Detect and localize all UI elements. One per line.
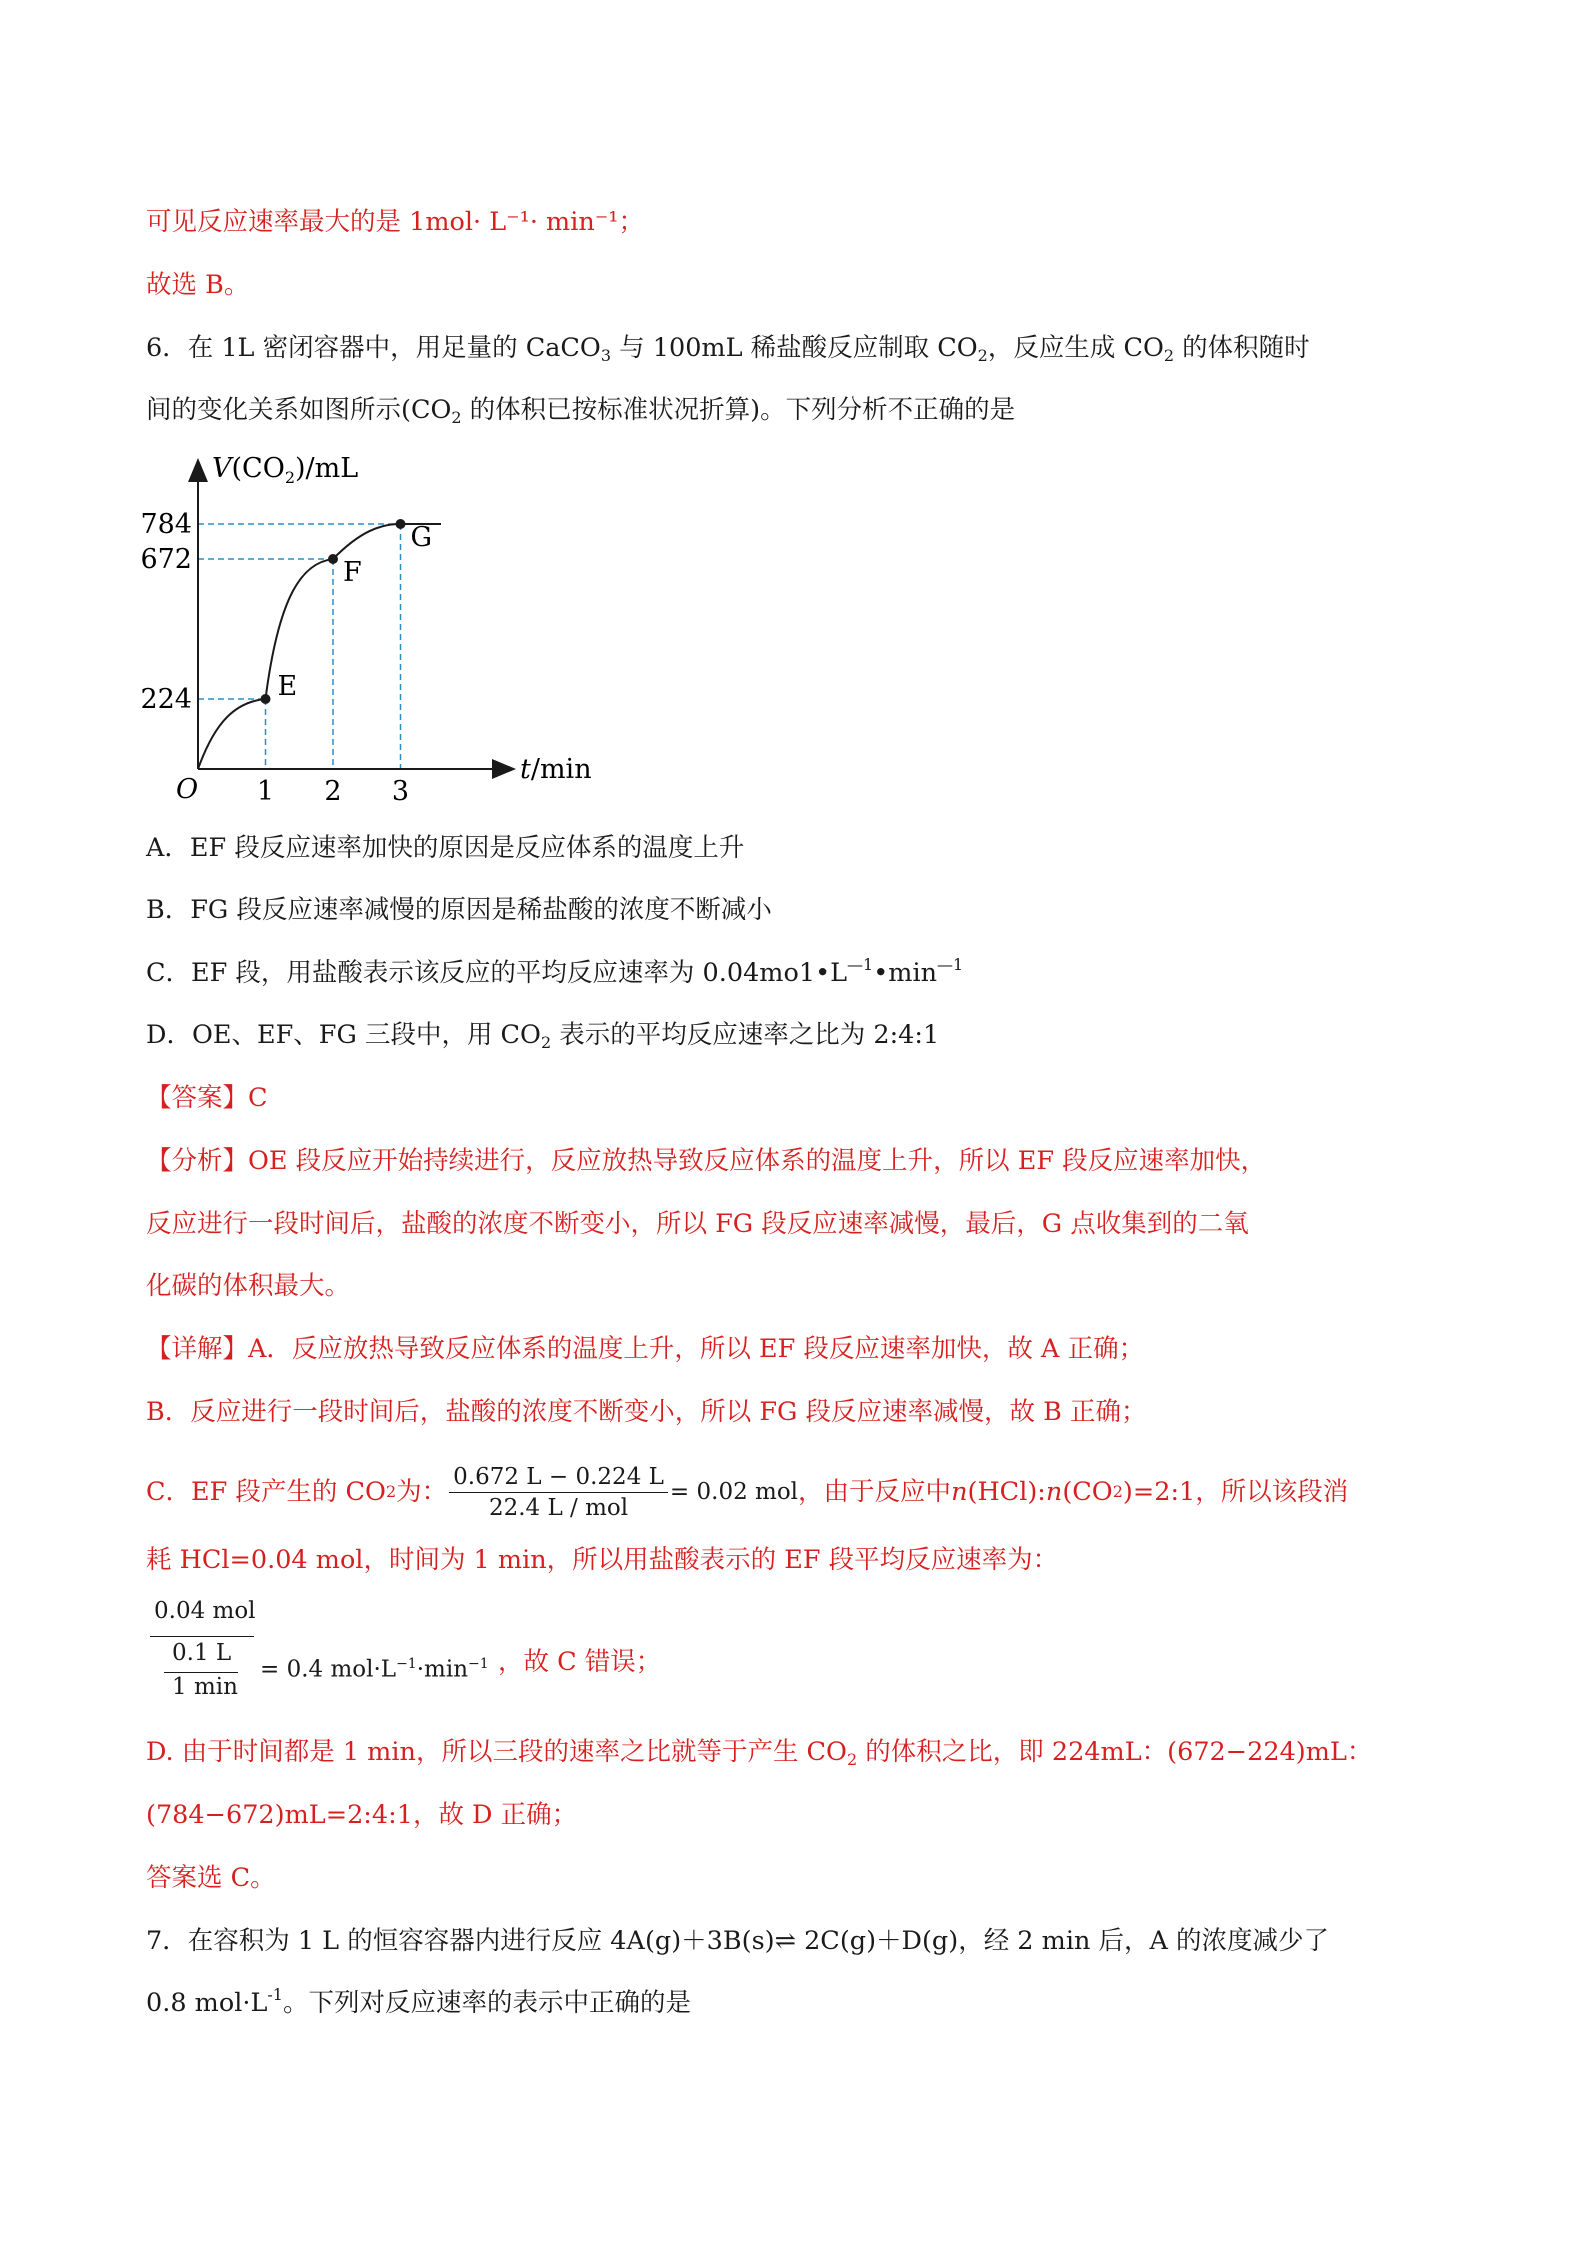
q6-detail-b: B．反应进行一段时间后，盐酸的浓度不断变小，所以 FG 段反应速率减慢，故 B 正确； — [146, 1397, 1147, 1427]
q6-detail-c-line-2: 耗 HCl=0.04 mol，时间为 1 min，所以用盐酸表示的 EF 段平均反应速率为： — [146, 1545, 1059, 1575]
q6-analysis-line-3: 化碳的体积最大。 — [146, 1271, 351, 1301]
q7-stem-line-1: 7．在容积为 1 L 的恒容容器内进行反应 4A(g)＋3B(s)⇌ 2C(g)＋D(g)，经 2 min 后，A 的浓度减少了 — [146, 1926, 1330, 1956]
y-tick-784: 784 — [140, 509, 192, 540]
chart-plot-layer — [140, 509, 441, 807]
point-F — [328, 554, 338, 564]
rate-calculation — [146, 1598, 846, 1708]
point-label-F: F — [343, 557, 362, 588]
intro-line-1: 可见反应速率最大的是 1mol· L⁻¹· min⁻¹； — [146, 207, 644, 237]
point-label-G: G — [410, 522, 433, 553]
co2-volume-fraction: $\frac{0.672 L - 0.224 L}{\text{22.4 L / mol}}$ — [449, 1462, 668, 1523]
calc-volume: 0.1 L — [172, 1640, 232, 1666]
origin-label: O — [176, 774, 199, 805]
calc-result: = 0.4 $mol\cdot L^{-1}\cdot\min^{-1}$ — [260, 1656, 489, 1683]
q6-analysis-line-2: 反应进行一段时间后，盐酸的浓度不断变小，所以 FG 段反应速率减慢，最后，G 点收集到的二氧 — [146, 1209, 1249, 1239]
q6-option-a: A．EF 段反应速率加快的原因是反应体系的温度上升 — [146, 833, 745, 863]
x-tick-2: 2 — [324, 776, 342, 807]
q7-stem-line-2: 0.8 $mol\cdot L^{-1}$。下列对反应速率的表示中正确的是 — [146, 1985, 691, 2018]
co2-volume-chart — [120, 440, 592, 820]
q6-analysis-line-1: 【分析】OE 段反应开始持续进行，反应放热导致反应体系的温度上升，所以 EF 段反应速率加快， — [146, 1146, 1267, 1176]
q6-stem-line-2: 间的变化关系如图所示($CO_2$ 的体积已按标准状况折算)。下列分析不正确的是 — [146, 395, 1016, 427]
q6-detail-c: C．EF 段产生的 CO 2 为： $\frac{0.672 L - 0.224 L}{\text{22.4 L / mol}}$ = 0.02 mol ，由于反应中 n (HCl): n (CO 2 )=2:1，所以该段消 — [146, 1463, 1349, 1521]
q6-answer: 【答案】C — [146, 1083, 268, 1113]
calc-main-bar — [150, 1636, 254, 1637]
x-tick-3: 3 — [391, 776, 410, 807]
q6-option-d: D．OE、EF、FG 三段中，用 $CO_2$ 表示的平均反应速率之比为 2:4:1 — [146, 1020, 940, 1052]
point-label-E: E — [277, 671, 298, 702]
q6-stem-line-1: 6．在 1L 密闭容器中，用足量的 CaCO$_3$ 与 100mL 稀盐酸反应制取 $CO_2$，反应生成 $CO_2$ 的体积随时 — [146, 333, 1310, 365]
y-tick-224: 224 — [140, 684, 192, 715]
y-axis-label: $V(CO_2)/mL$ — [212, 453, 359, 487]
co2-volume-curve — [198, 524, 441, 769]
calc-inner-bar — [164, 1672, 238, 1673]
x-axis-label: t/min — [520, 754, 592, 785]
q6-detail-d-line-2: (784−672)mL=2:4:1，故 D 正确； — [146, 1800, 578, 1830]
calc-numerator: 0.04 mol — [154, 1598, 256, 1624]
point-E — [261, 694, 271, 704]
y-tick-672: 672 — [140, 544, 192, 575]
q6-option-b: B．FG 段反应速率减慢的原因是稀盐酸的浓度不断减小 — [146, 895, 772, 925]
intro-line-2: 故选 B。 — [146, 270, 250, 300]
calc-note: ，故 C 错误； — [498, 1647, 662, 1677]
x-tick-1: 1 — [256, 776, 275, 807]
q6-option-c: C．EF 段，用盐酸表示该反应的平均反应速率为 $0.04mo1•L^{—1}•\min^{—1}$ — [146, 955, 964, 988]
q6-detail-a: 【详解】A．反应放热导致反应体系的温度上升，所以 EF 段反应速率加快，故 A 正确； — [146, 1334, 1145, 1364]
calc-time: 1 min — [172, 1674, 238, 1700]
q6-detail-d: D. 由于时间都是 1 min，所以三段的速率之比就等于产生 $CO_2$ 的体积之比，即 224mL：(672−224)mL： — [146, 1737, 1373, 1769]
q6-final-answer: 答案选 C。 — [146, 1863, 276, 1893]
point-G — [396, 519, 406, 529]
